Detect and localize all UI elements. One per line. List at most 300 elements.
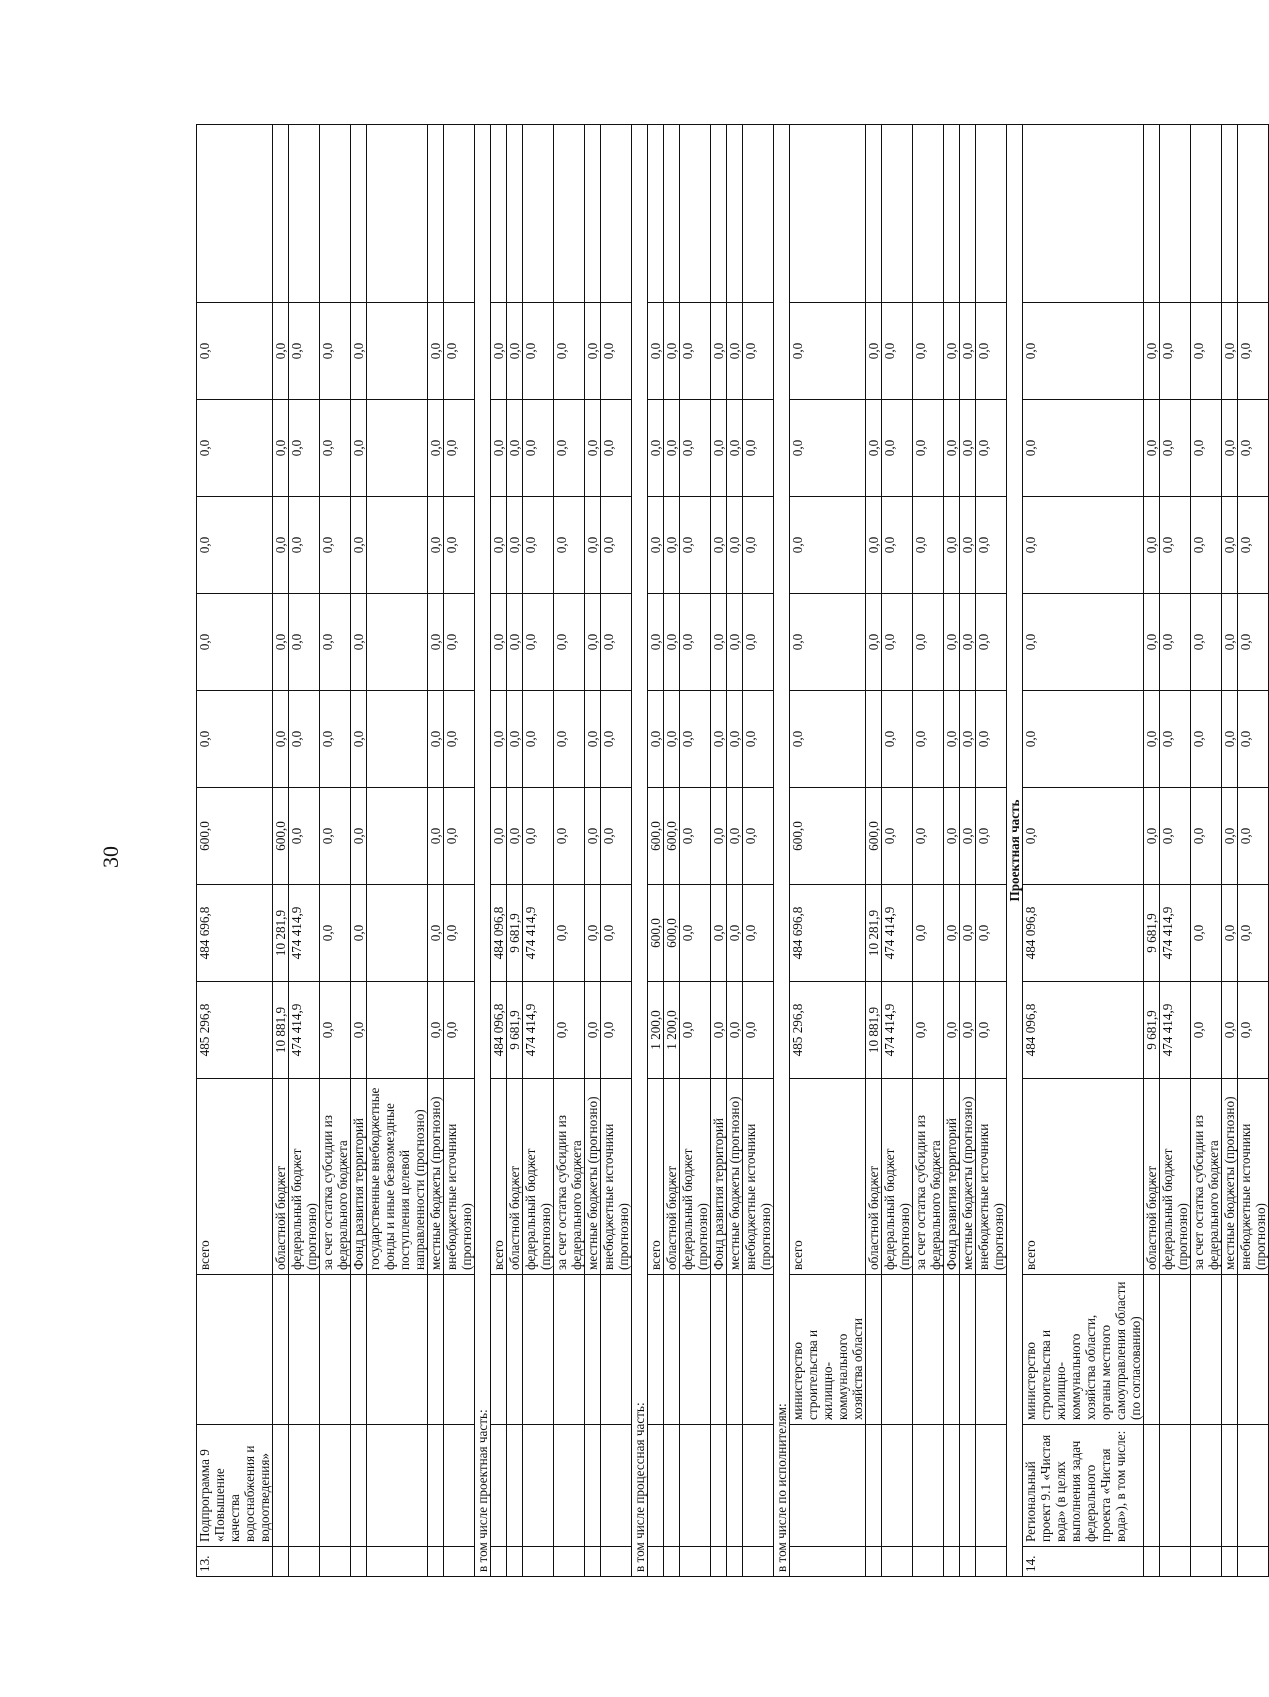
value-cell: 1 200,0 <box>664 982 680 1079</box>
table-row <box>1023 125 1144 1577</box>
value-cell: 0,0 <box>585 691 601 788</box>
empty-cell <box>960 125 976 303</box>
value-cell: 0,0 <box>727 303 743 400</box>
value-cell <box>866 691 882 788</box>
value-cell: 0,0 <box>507 400 523 497</box>
value-cell <box>367 594 428 691</box>
row-name <box>711 1425 727 1547</box>
value-cell: 0,0 <box>1160 691 1191 788</box>
table-row <box>727 125 743 1577</box>
row-name <box>444 1425 475 1547</box>
row-executor <box>664 1275 680 1425</box>
row-name <box>585 1425 601 1547</box>
value-cell <box>367 303 428 400</box>
row-name <box>351 1425 367 1547</box>
value-cell: 0,0 <box>273 594 289 691</box>
row-source: за счет остатка субсидии из федерального бюджета <box>1191 1079 1222 1275</box>
value-cell: 0,0 <box>1222 982 1238 1079</box>
value-cell: 0,0 <box>585 400 601 497</box>
table-row <box>273 125 289 1577</box>
section-title: Проектная часть <box>1007 125 1023 1577</box>
section-label: в том числе проектная часть: <box>475 125 491 1577</box>
value-cell: 474 414,9 <box>523 982 554 1079</box>
value-cell: 10 281,9 <box>866 885 882 982</box>
table-row <box>882 125 913 1577</box>
value-cell: 0,0 <box>601 594 632 691</box>
row-source: всего <box>491 1079 507 1275</box>
row-name <box>507 1425 523 1547</box>
value-cell: 0,0 <box>1144 400 1160 497</box>
row-source: федеральный бюджет (прогнозно) <box>1160 1079 1191 1275</box>
row-number <box>1160 1547 1191 1577</box>
row-executor <box>523 1275 554 1425</box>
table-row <box>475 125 491 1577</box>
value-cell: 0,0 <box>960 497 976 594</box>
row-source: областной бюджет <box>273 1079 289 1275</box>
value-cell: 0,0 <box>1238 788 1269 885</box>
value-cell: 0,0 <box>866 497 882 594</box>
value-cell: 0,0 <box>523 594 554 691</box>
value-cell: 474 414,9 <box>289 885 320 982</box>
value-cell: 0,0 <box>882 303 913 400</box>
value-cell: 0,0 <box>680 691 711 788</box>
value-cell: 0,0 <box>680 885 711 982</box>
empty-cell <box>554 125 585 303</box>
row-number <box>882 1547 913 1577</box>
budget-table <box>196 124 1269 1577</box>
row-executor: министерство строительства и жилищно-коммунального хозяйства области <box>790 1275 866 1425</box>
value-cell: 0,0 <box>601 691 632 788</box>
value-cell: 600,0 <box>197 788 273 885</box>
value-cell: 0,0 <box>882 788 913 885</box>
row-name <box>743 1425 774 1547</box>
empty-cell <box>866 125 882 303</box>
value-cell: 600,0 <box>648 885 664 982</box>
value-cell: 0,0 <box>1238 691 1269 788</box>
row-executor <box>351 1275 367 1425</box>
value-cell: 0,0 <box>320 400 351 497</box>
row-number: 14. <box>1023 1547 1144 1577</box>
value-cell: 0,0 <box>976 594 1007 691</box>
value-cell: 0,0 <box>882 594 913 691</box>
row-source: всего <box>197 1079 273 1275</box>
value-cell: 600,0 <box>664 885 680 982</box>
value-cell: 0,0 <box>1191 788 1222 885</box>
row-source: федеральный бюджет (прогнозно) <box>680 1079 711 1275</box>
value-cell: 0,0 <box>1222 885 1238 982</box>
value-cell: 0,0 <box>585 885 601 982</box>
row-source: внебюджетные источники (прогнозно) <box>601 1079 632 1275</box>
value-cell: 0,0 <box>320 691 351 788</box>
row-executor <box>944 1275 960 1425</box>
value-cell: 0,0 <box>507 788 523 885</box>
value-cell: 0,0 <box>913 497 944 594</box>
table-row <box>711 125 727 1577</box>
value-cell: 0,0 <box>320 303 351 400</box>
section-label: в том числе по исполнителям: <box>774 125 790 1577</box>
table-row <box>976 125 1007 1577</box>
row-executor <box>913 1275 944 1425</box>
row-name <box>523 1425 554 1547</box>
value-cell: 0,0 <box>913 303 944 400</box>
table-row <box>1222 125 1238 1577</box>
empty-cell <box>197 125 273 303</box>
row-executor <box>1238 1275 1269 1425</box>
rotated-page <box>196 125 1268 1577</box>
empty-cell <box>367 125 428 303</box>
value-cell <box>367 982 428 1079</box>
empty-cell <box>444 125 475 303</box>
row-number <box>711 1547 727 1577</box>
value-cell: 0,0 <box>197 497 273 594</box>
value-cell: 0,0 <box>554 982 585 1079</box>
row-executor <box>289 1275 320 1425</box>
table-row <box>491 125 507 1577</box>
value-cell: 0,0 <box>491 788 507 885</box>
table-row <box>632 125 648 1577</box>
value-cell: 0,0 <box>523 497 554 594</box>
value-cell: 0,0 <box>727 788 743 885</box>
empty-cell <box>727 125 743 303</box>
row-name <box>976 1425 1007 1547</box>
value-cell: 0,0 <box>790 400 866 497</box>
table-row <box>866 125 882 1577</box>
row-number <box>554 1547 585 1577</box>
value-cell: 0,0 <box>680 497 711 594</box>
value-cell: 600,0 <box>866 788 882 885</box>
value-cell: 0,0 <box>680 788 711 885</box>
value-cell: 474 414,9 <box>882 982 913 1079</box>
value-cell: 0,0 <box>197 400 273 497</box>
value-cell: 0,0 <box>444 982 475 1079</box>
value-cell: 0,0 <box>913 400 944 497</box>
row-source: областной бюджет <box>866 1079 882 1275</box>
value-cell: 0,0 <box>913 982 944 1079</box>
table-row <box>1238 125 1269 1577</box>
value-cell: 0,0 <box>976 982 1007 1079</box>
value-cell: 0,0 <box>197 691 273 788</box>
table-row <box>367 125 428 1577</box>
value-cell: 474 414,9 <box>523 885 554 982</box>
row-number <box>1238 1547 1269 1577</box>
table-row <box>523 125 554 1577</box>
row-number <box>585 1547 601 1577</box>
value-cell: 0,0 <box>944 982 960 1079</box>
table-row <box>428 125 444 1577</box>
value-cell: 0,0 <box>491 497 507 594</box>
value-cell: 10 881,9 <box>273 982 289 1079</box>
value-cell: 0,0 <box>444 303 475 400</box>
value-cell: 0,0 <box>976 885 1007 982</box>
value-cell: 0,0 <box>1023 303 1144 400</box>
value-cell: 0,0 <box>1144 303 1160 400</box>
value-cell: 0,0 <box>960 788 976 885</box>
row-source: внебюджетные источники (прогнозно) <box>976 1079 1007 1275</box>
value-cell: 0,0 <box>1238 982 1269 1079</box>
value-cell: 0,0 <box>601 788 632 885</box>
row-number <box>351 1547 367 1577</box>
value-cell: 0,0 <box>711 691 727 788</box>
value-cell: 484 096,8 <box>1023 982 1144 1079</box>
empty-cell <box>680 125 711 303</box>
row-executor: министерство строительства и жилищно-коммунального хозяйства области, органы местного самоуправления области (по согласованию) <box>1023 1275 1144 1425</box>
value-cell: 484 096,8 <box>491 982 507 1079</box>
empty-cell <box>320 125 351 303</box>
value-cell: 0,0 <box>1222 594 1238 691</box>
value-cell: 0,0 <box>428 497 444 594</box>
value-cell: 0,0 <box>601 400 632 497</box>
value-cell: 0,0 <box>1023 594 1144 691</box>
row-number <box>743 1547 774 1577</box>
value-cell: 0,0 <box>664 400 680 497</box>
value-cell: 0,0 <box>913 885 944 982</box>
value-cell: 0,0 <box>601 497 632 594</box>
value-cell: 600,0 <box>273 788 289 885</box>
value-cell: 0,0 <box>428 982 444 1079</box>
value-cell: 0,0 <box>727 982 743 1079</box>
table-row <box>944 125 960 1577</box>
row-number <box>913 1547 944 1577</box>
value-cell: 0,0 <box>1222 400 1238 497</box>
empty-cell <box>273 125 289 303</box>
value-cell: 0,0 <box>1222 497 1238 594</box>
row-source: всего <box>1023 1079 1144 1275</box>
row-name <box>367 1425 428 1547</box>
value-cell: 0,0 <box>1160 400 1191 497</box>
row-executor <box>367 1275 428 1425</box>
value-cell: 0,0 <box>727 497 743 594</box>
value-cell: 0,0 <box>585 594 601 691</box>
value-cell: 0,0 <box>1238 885 1269 982</box>
value-cell: 0,0 <box>790 303 866 400</box>
value-cell: 0,0 <box>428 303 444 400</box>
value-cell: 0,0 <box>976 400 1007 497</box>
table-body <box>197 125 1269 1577</box>
value-cell: 0,0 <box>944 497 960 594</box>
row-executor <box>507 1275 523 1425</box>
value-cell <box>367 400 428 497</box>
value-cell: 0,0 <box>711 982 727 1079</box>
value-cell: 0,0 <box>351 400 367 497</box>
value-cell: 0,0 <box>273 691 289 788</box>
value-cell: 9 681,9 <box>507 885 523 982</box>
value-cell: 0,0 <box>444 594 475 691</box>
row-name <box>790 1425 866 1547</box>
row-source: за счет остатка субсидии из федерального бюджета <box>554 1079 585 1275</box>
value-cell: 0,0 <box>944 594 960 691</box>
value-cell: 0,0 <box>289 788 320 885</box>
row-name <box>1238 1425 1269 1547</box>
value-cell: 0,0 <box>428 885 444 982</box>
table-row <box>197 125 273 1577</box>
row-number <box>680 1547 711 1577</box>
value-cell: 0,0 <box>507 303 523 400</box>
value-cell: 0,0 <box>1222 788 1238 885</box>
row-source: за счет остатка субсидии из федерального бюджета <box>320 1079 351 1275</box>
row-executor <box>976 1275 1007 1425</box>
value-cell: 0,0 <box>743 303 774 400</box>
value-cell: 474 414,9 <box>882 885 913 982</box>
value-cell: 0,0 <box>289 691 320 788</box>
value-cell: 0,0 <box>601 885 632 982</box>
row-number <box>1222 1547 1238 1577</box>
row-source: всего <box>648 1079 664 1275</box>
row-name <box>648 1425 664 1547</box>
value-cell: 0,0 <box>743 594 774 691</box>
row-executor <box>1191 1275 1222 1425</box>
value-cell: 0,0 <box>444 788 475 885</box>
value-cell: 485 296,8 <box>197 982 273 1079</box>
row-source: федеральный бюджет (прогнозно) <box>523 1079 554 1275</box>
value-cell: 484 096,8 <box>491 885 507 982</box>
value-cell: 9 681,9 <box>507 982 523 1079</box>
value-cell: 0,0 <box>866 400 882 497</box>
value-cell: 0,0 <box>554 303 585 400</box>
row-name <box>1222 1425 1238 1547</box>
value-cell: 0,0 <box>351 885 367 982</box>
row-name <box>866 1425 882 1547</box>
value-cell: 0,0 <box>273 497 289 594</box>
empty-cell <box>1160 125 1191 303</box>
row-number <box>944 1547 960 1577</box>
row-source: местные бюджеты (прогнозно) <box>1222 1079 1238 1275</box>
table-row <box>351 125 367 1577</box>
empty-cell <box>491 125 507 303</box>
row-number <box>976 1547 1007 1577</box>
value-cell: 0,0 <box>444 885 475 982</box>
value-cell: 0,0 <box>727 400 743 497</box>
row-executor <box>273 1275 289 1425</box>
row-executor <box>743 1275 774 1425</box>
value-cell: 0,0 <box>743 885 774 982</box>
value-cell: 0,0 <box>320 594 351 691</box>
value-cell: 0,0 <box>743 400 774 497</box>
row-number <box>273 1547 289 1577</box>
value-cell: 0,0 <box>790 497 866 594</box>
value-cell: 0,0 <box>866 303 882 400</box>
empty-cell <box>585 125 601 303</box>
value-cell: 1 200,0 <box>648 982 664 1079</box>
value-cell: 600,0 <box>648 788 664 885</box>
value-cell: 0,0 <box>1238 497 1269 594</box>
value-cell: 0,0 <box>648 400 664 497</box>
row-number <box>507 1547 523 1577</box>
value-cell: 0,0 <box>1238 400 1269 497</box>
value-cell: 0,0 <box>554 594 585 691</box>
row-source: федеральный бюджет (прогнозно) <box>289 1079 320 1275</box>
value-cell: 0,0 <box>507 594 523 691</box>
row-number <box>648 1547 664 1577</box>
table-row <box>601 125 632 1577</box>
value-cell: 0,0 <box>1144 497 1160 594</box>
table-row <box>774 125 790 1577</box>
row-number <box>523 1547 554 1577</box>
value-cell: 600,0 <box>664 788 680 885</box>
row-executor <box>882 1275 913 1425</box>
row-executor <box>960 1275 976 1425</box>
value-cell: 0,0 <box>727 594 743 691</box>
empty-cell <box>289 125 320 303</box>
value-cell: 0,0 <box>648 691 664 788</box>
empty-cell <box>743 125 774 303</box>
value-cell: 485 296,8 <box>790 982 866 1079</box>
value-cell: 0,0 <box>944 303 960 400</box>
value-cell: 0,0 <box>1160 497 1191 594</box>
empty-cell <box>711 125 727 303</box>
row-source: областной бюджет <box>507 1079 523 1275</box>
value-cell: 0,0 <box>960 691 976 788</box>
value-cell: 0,0 <box>913 691 944 788</box>
value-cell: 0,0 <box>664 594 680 691</box>
empty-cell <box>648 125 664 303</box>
value-cell: 0,0 <box>743 788 774 885</box>
value-cell: 0,0 <box>601 982 632 1079</box>
row-source: областной бюджет <box>664 1079 680 1275</box>
value-cell: 0,0 <box>585 303 601 400</box>
value-cell: 0,0 <box>554 885 585 982</box>
row-name <box>1191 1425 1222 1547</box>
value-cell: 0,0 <box>960 400 976 497</box>
empty-cell <box>790 125 866 303</box>
value-cell: 0,0 <box>554 400 585 497</box>
value-cell: 0,0 <box>289 497 320 594</box>
value-cell: 0,0 <box>320 885 351 982</box>
value-cell: 0,0 <box>680 594 711 691</box>
value-cell: 0,0 <box>507 497 523 594</box>
row-name <box>882 1425 913 1547</box>
row-name <box>491 1425 507 1547</box>
value-cell: 0,0 <box>1160 303 1191 400</box>
value-cell: 474 414,9 <box>1160 885 1191 982</box>
value-cell: 0,0 <box>648 594 664 691</box>
value-cell: 0,0 <box>320 788 351 885</box>
value-cell: 0,0 <box>790 594 866 691</box>
row-executor <box>1160 1275 1191 1425</box>
row-name <box>273 1425 289 1547</box>
empty-cell <box>351 125 367 303</box>
row-source: местные бюджеты (прогнозно) <box>727 1079 743 1275</box>
row-executor <box>680 1275 711 1425</box>
value-cell: 484 096,8 <box>1023 885 1144 982</box>
table-row <box>960 125 976 1577</box>
row-number <box>428 1547 444 1577</box>
row-number <box>289 1547 320 1577</box>
row-executor <box>866 1275 882 1425</box>
value-cell: 0,0 <box>1191 497 1222 594</box>
value-cell: 0,0 <box>1144 691 1160 788</box>
page-number: 30 <box>98 846 123 868</box>
value-cell: 0,0 <box>351 788 367 885</box>
value-cell: 0,0 <box>976 497 1007 594</box>
empty-cell <box>944 125 960 303</box>
value-cell: 0,0 <box>289 594 320 691</box>
row-name <box>944 1425 960 1547</box>
value-cell: 0,0 <box>523 691 554 788</box>
value-cell: 9 681,9 <box>1144 982 1160 1079</box>
value-cell: 0,0 <box>554 691 585 788</box>
row-executor <box>320 1275 351 1425</box>
section-label: в том числе процессная часть: <box>632 125 648 1577</box>
row-name <box>727 1425 743 1547</box>
value-cell <box>367 788 428 885</box>
value-cell: 0,0 <box>960 594 976 691</box>
value-cell: 0,0 <box>351 691 367 788</box>
row-executor <box>711 1275 727 1425</box>
row-executor <box>444 1275 475 1425</box>
row-number <box>1191 1547 1222 1577</box>
value-cell: 0,0 <box>743 497 774 594</box>
row-number <box>790 1547 866 1577</box>
